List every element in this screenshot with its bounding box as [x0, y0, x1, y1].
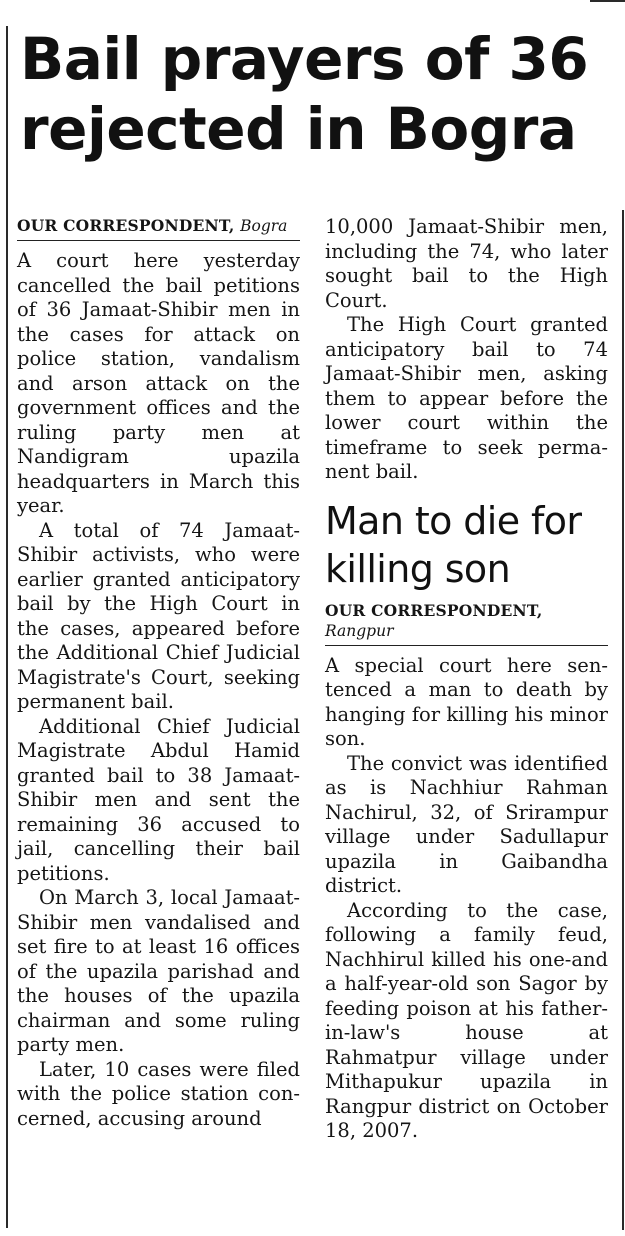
byline-rule	[17, 240, 300, 241]
article1-paragraph-5: Later, 10 cases were filed with the police station concerned, accusing around	[17, 1057, 300, 1130]
byline-place: Bogra	[240, 217, 288, 235]
byline-place: Rangpur	[325, 621, 394, 640]
byline-rule	[325, 645, 608, 646]
page-frame-top	[590, 0, 625, 2]
article1-paragraph-1: A court here yesterday cancelled the bail petitions of 36 Jamaat-Shibir men in the cases for attack on police station, vandalism and arson attack on the government offices and the ruling party men at Nandigram upazila headquarters in March this year.	[17, 249, 300, 517]
column-right	[325, 215, 608, 1144]
byline-correspondent: OUR CORRESPONDENT,	[17, 216, 235, 235]
headline-line-1: Bail prayers of 36	[20, 25, 589, 93]
page-frame-right	[622, 210, 624, 1230]
article1-headline	[20, 24, 620, 164]
article1-byline	[17, 216, 300, 236]
article1-paragraph-2: A total of 74 Jamaat-Shibir activists, who were earlier granted anticipatory bail by the High Court in the cases, appeared before the Additional Chief Judicial Magistrate's Court, seeking permanent bail.	[17, 518, 300, 713]
byline-correspondent: OUR CORRESPONDENT,	[325, 600, 543, 620]
column-left	[17, 216, 300, 1131]
article2-paragraph-1: A special court here sentenced a man to death by hanging for killing his minor son.	[325, 653, 608, 750]
headline-line-2: rejected in Bogra	[20, 95, 577, 163]
article2-paragraph-3: According to the case, following a family feud, Nachhirul killed his one-and a half-year-old son Sagor by feeding poison at his father-in-law's house at Rahmatpur village under Mithapukur upazila in Rangpur district on October 18, 2007.	[325, 898, 608, 1142]
article1-paragraph-3: Additional Chief Judicial Magistrate Abdul Hamid granted bail to 38 Jamaat-Shibir men and sent the remaining 36 accused to jail, cancelling their bail petitions.	[17, 714, 300, 885]
article2-paragraph-2: The convict was identified as is Nachhiur Rahman Nachirul, 32, of Srirampur village under Sadullapur upazila in Gaibandha district.	[325, 751, 608, 897]
article1-continued-1: 10,000 Jamaat-Shibir men, including the 74, who later sought bail to the High Court.	[325, 215, 608, 312]
page-frame-left	[6, 26, 8, 1228]
article1-paragraph-4: On March 3, local Jamaat-Shibir men vandalised and set fire to at least 16 offices of the upazila parishad and the houses of the upazila chairman and some ruling party men.	[17, 886, 300, 1056]
article2-byline	[325, 601, 608, 641]
article1-continued-2: The High Court granted anticipatory bail to 74 Jamaat-Shibir men, asking them to appear before the lower court within the timeframe to seek permanent bail.	[325, 313, 608, 483]
article2-headline: Man to die for killing son	[325, 498, 582, 591]
